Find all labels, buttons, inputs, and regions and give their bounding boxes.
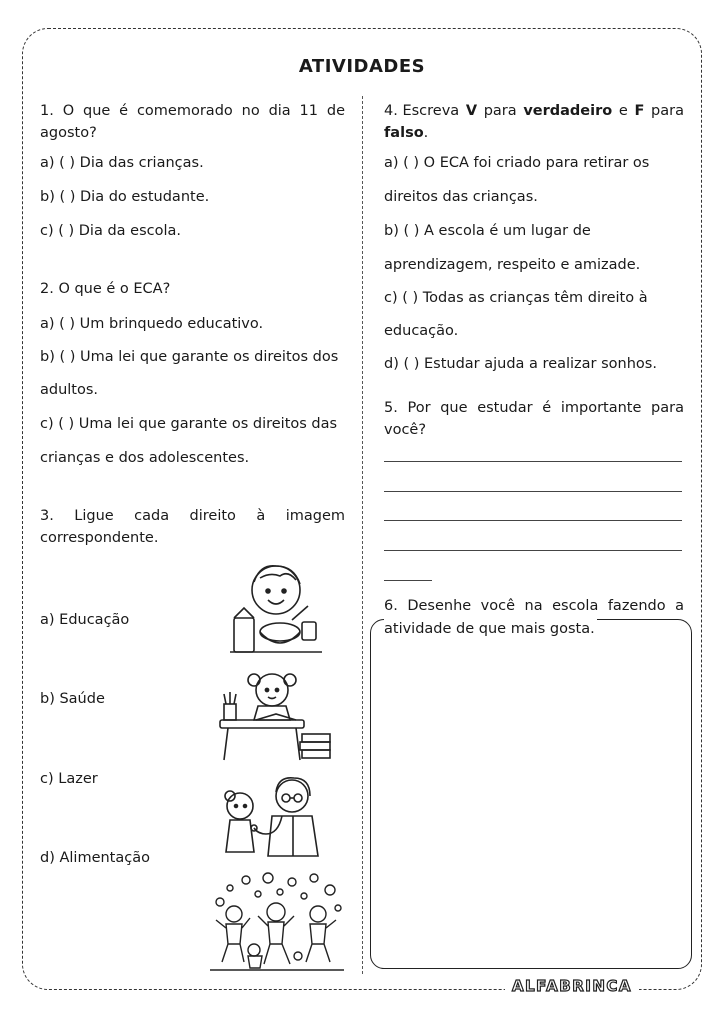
q2-option-b-line2: adultos. [40, 382, 99, 398]
q1-question-line1: 1. O que é comemorado no dia 11 de [40, 103, 345, 119]
answer-line-1[interactable] [384, 461, 682, 462]
q4-item-c-line1: c) ( ) Todas as crianças têm direito à [384, 290, 648, 306]
q3-question-line2: correspondente. [40, 530, 159, 546]
answer-line-5[interactable] [384, 580, 432, 581]
q4-question-line1 [384, 100, 684, 122]
children-playing-icon [210, 872, 344, 972]
q4-prefix: 4. Escreva [384, 103, 460, 119]
q4-para-1: para [483, 103, 517, 119]
q4-item-a-line2: direitos das crianças. [384, 189, 538, 205]
q1-question-line2: agosto? [40, 125, 97, 141]
q4-item-d: d) ( ) Estudar ajuda a realizar sonhos. [384, 356, 657, 372]
q4-para-2: para [651, 103, 684, 119]
q3-item-educacao: a) Educação [40, 612, 130, 628]
q1-option-a: a) ( ) Dia das crianças. [40, 155, 204, 171]
doctor-child-icon [218, 772, 322, 858]
answer-line-3[interactable] [384, 520, 682, 521]
q3-item-lazer: c) Lazer [40, 771, 98, 787]
q5-question-line2: você? [384, 422, 427, 438]
q4-question-line2 [384, 122, 428, 144]
q4-falso-label: falso [384, 125, 424, 141]
q4-v-label: V [465, 103, 478, 119]
q1-option-c: c) ( ) Dia da escola. [40, 223, 181, 239]
q2-option-a: a) ( ) Um brinquedo educativo. [40, 316, 264, 332]
q2-option-b-line1: b) ( ) Uma lei que garante os direitos dos [40, 349, 339, 365]
q5-question-line1: 5. Por que estudar é importante para [384, 400, 684, 416]
drawing-box[interactable] [370, 619, 692, 969]
page-title: ATIVIDADES [298, 56, 426, 77]
q1-option-b: b) ( ) Dia do estudante. [40, 189, 210, 205]
answer-line-4[interactable] [384, 550, 682, 551]
q3-question-line1: 3. Ligue cada direito à imagem [40, 508, 345, 524]
q4-verdadeiro-label: verdadeiro [523, 103, 613, 119]
child-studying-icon [216, 668, 334, 764]
q4-item-b-line1: b) ( ) A escola é um lugar de [384, 223, 591, 239]
q4-item-b-line2: aprendizagem, respeito e amizade. [384, 257, 641, 273]
q4-f-label: F [634, 103, 645, 119]
q6-question-line1: 6. Desenhe você na escola fazendo a [384, 598, 684, 614]
q6-question-line2: atividade de que mais gosta. [384, 618, 597, 640]
child-eating-icon [230, 558, 322, 658]
q2-option-c-line2: crianças e dos adolescentes. [40, 450, 250, 466]
q3-item-saude: b) Saúde [40, 691, 105, 707]
column-divider [362, 96, 363, 974]
q4-item-a-line1: a) ( ) O ECA foi criado para retirar os [384, 155, 650, 171]
answer-line-2[interactable] [384, 491, 682, 492]
q2-option-c-line1: c) ( ) Uma lei que garante os direitos das [40, 416, 338, 432]
q4-period: . [423, 125, 429, 141]
q3-item-alimentacao: d) Alimentação [40, 850, 150, 866]
brand-logo: ALFABRINCA [505, 974, 639, 998]
q4-e: e [618, 103, 628, 119]
q4-item-c-line2: educação. [384, 323, 459, 339]
q2-question: 2. O que é o ECA? [40, 281, 171, 297]
